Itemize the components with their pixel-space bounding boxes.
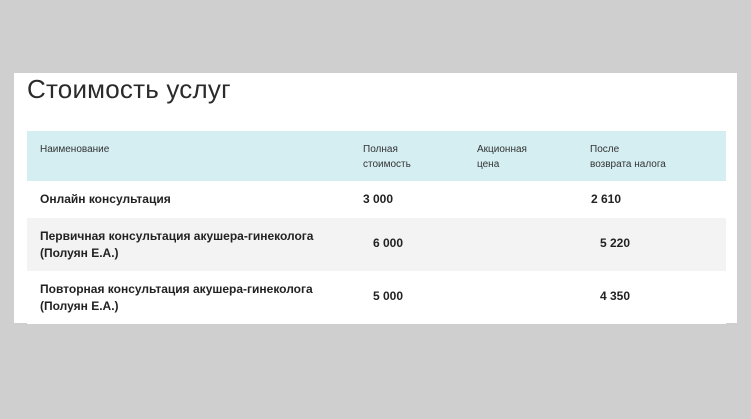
price-table bbox=[27, 131, 726, 324]
column-header-after-tax: После возврата налога bbox=[590, 144, 666, 170]
table-header-row bbox=[27, 131, 726, 181]
service-name: Повторная консультация акушера-гинеколога (Полуян Е.А.) bbox=[40, 282, 313, 313]
page-title: Стоимость услуг bbox=[27, 74, 231, 104]
column-header-name: Наименование bbox=[40, 144, 110, 155]
service-name: Онлайн консультация bbox=[40, 192, 171, 206]
after-tax-value: 5 220 bbox=[600, 236, 631, 250]
full-price-value: 6 000 bbox=[373, 236, 404, 250]
full-price-value: 3 000 bbox=[363, 192, 394, 206]
price-card bbox=[14, 73, 737, 323]
after-tax-value: 2 610 bbox=[591, 192, 622, 206]
column-header-promo-price: Акционная цена bbox=[477, 144, 527, 170]
table-row bbox=[27, 218, 726, 271]
after-tax-value: 4 350 bbox=[600, 289, 631, 303]
full-price-value: 5 000 bbox=[373, 289, 404, 303]
table-row bbox=[27, 181, 726, 218]
table-row bbox=[27, 271, 726, 324]
service-name: Первичная консультация акушера-гинеколога (Полуян Е.А.) bbox=[40, 229, 314, 260]
column-header-full-price: Полная стоимость bbox=[363, 144, 411, 170]
